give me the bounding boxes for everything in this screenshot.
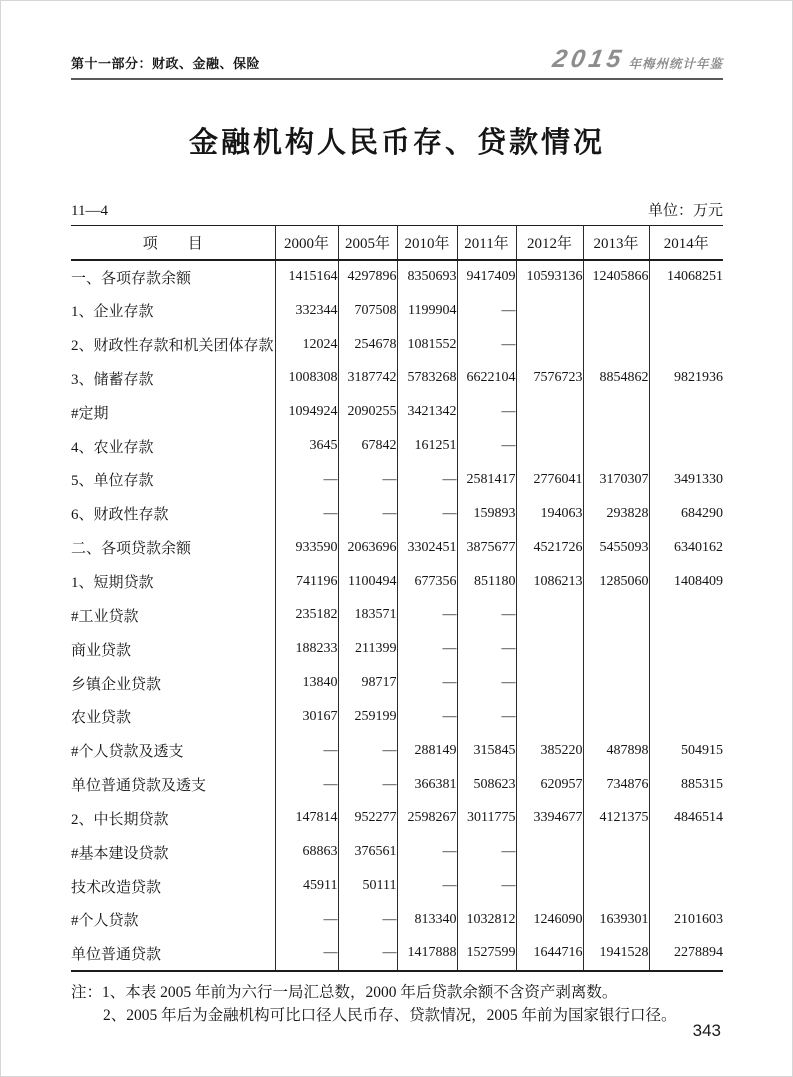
table-row [71, 768, 723, 802]
cell-value [649, 429, 723, 463]
cell-value: 508623 [457, 768, 516, 802]
row-label: 6、财政性存款 [71, 507, 169, 524]
cell-value: — [457, 429, 516, 463]
cell-value: 50111 [338, 869, 397, 903]
unit-label: 单位：万元 [647, 203, 723, 219]
cell-value: 1415164 [275, 260, 338, 294]
cell-value: — [397, 700, 457, 734]
cell-value: 8854862 [583, 362, 649, 396]
cell-value [516, 835, 583, 869]
cell-value [649, 598, 723, 632]
cell-value [583, 632, 649, 666]
cell-value: 813340 [397, 903, 457, 937]
cell-value: — [457, 700, 516, 734]
table-row [71, 429, 723, 463]
cell-value [583, 328, 649, 362]
cell-value [649, 666, 723, 700]
cell-value [649, 835, 723, 869]
cell-value: 5783268 [397, 362, 457, 396]
row-label: 1、企业存款 [71, 304, 154, 321]
cell-value: 1417888 [397, 937, 457, 971]
cell-value [583, 835, 649, 869]
cell-value: 1032812 [457, 903, 516, 937]
cell-value: — [397, 835, 457, 869]
cell-value: — [397, 598, 457, 632]
page-title: 金融机构人民币存、贷款情况 [188, 127, 605, 159]
cell-value: 4846514 [649, 802, 723, 836]
row-label: 2、中长期贷款 [71, 811, 169, 828]
table-row [71, 700, 723, 734]
cell-value: 504915 [649, 734, 723, 768]
cell-value: 183571 [338, 598, 397, 632]
row-label: 商业贷款 [71, 642, 132, 659]
table-row [71, 497, 723, 531]
cell-value: 1644716 [516, 937, 583, 971]
row-label: 单位普通贷款及透支 [71, 778, 207, 795]
table-row [71, 294, 723, 328]
cell-value: 2090255 [338, 395, 397, 429]
cell-value: — [457, 835, 516, 869]
page-number: 343 [692, 1021, 721, 1040]
cell-value: 4297896 [338, 260, 397, 294]
cell-value: 98717 [338, 666, 397, 700]
cell-value: — [338, 903, 397, 937]
cell-value: 677356 [397, 565, 457, 599]
cell-value: 734876 [583, 768, 649, 802]
row-label: 1、短期贷款 [71, 575, 154, 592]
cell-value: 3011775 [457, 802, 516, 836]
row-label: 单位普通贷款 [71, 946, 162, 963]
cell-value [516, 328, 583, 362]
cell-value: 620957 [516, 768, 583, 802]
cell-value: 30167 [275, 700, 338, 734]
data-table [71, 225, 723, 972]
cell-value: 2063696 [338, 531, 397, 565]
cell-value: — [397, 497, 457, 531]
table-row [71, 869, 723, 903]
row-label: 乡镇企业贷款 [71, 676, 162, 693]
cell-value: 3187742 [338, 362, 397, 396]
cell-value: 1408409 [649, 565, 723, 599]
cell-value: 7576723 [516, 362, 583, 396]
cell-value: 254678 [338, 328, 397, 362]
table-row [71, 565, 723, 599]
table-row [71, 328, 723, 362]
cell-value: 1941528 [583, 937, 649, 971]
table-row [71, 463, 723, 497]
column-header-year: 2011年 [457, 226, 516, 261]
cell-value: 741196 [275, 565, 338, 599]
cell-value: — [397, 869, 457, 903]
cell-value: 194063 [516, 497, 583, 531]
table-row [71, 598, 723, 632]
cell-value: 259199 [338, 700, 397, 734]
cell-value: 293828 [583, 497, 649, 531]
cell-value: 4121375 [583, 802, 649, 836]
row-label: 农业贷款 [71, 710, 132, 727]
cell-value: — [457, 598, 516, 632]
cell-value: 1639301 [583, 903, 649, 937]
cell-value: 487898 [583, 734, 649, 768]
cell-value: 885315 [649, 768, 723, 802]
row-label: 一、各项存款余额 [71, 270, 192, 287]
cell-value: 2101603 [649, 903, 723, 937]
cell-value: — [457, 395, 516, 429]
row-label: #个人贷款 [71, 913, 139, 930]
cell-value: 2598267 [397, 802, 457, 836]
cell-value: 6340162 [649, 531, 723, 565]
yearbook-logo-text: 年梅州统计年鉴 [628, 56, 723, 71]
cell-value [583, 429, 649, 463]
cell-value: 235182 [275, 598, 338, 632]
cell-value [583, 666, 649, 700]
table-row [71, 362, 723, 396]
cell-value [516, 666, 583, 700]
row-label: 二、各项贷款余额 [71, 541, 192, 558]
cell-value: 3421342 [397, 395, 457, 429]
cell-value: — [457, 328, 516, 362]
table-row [71, 835, 723, 869]
cell-value: 14068251 [649, 260, 723, 294]
cell-value: 385220 [516, 734, 583, 768]
cell-value: — [275, 903, 338, 937]
cell-value: — [275, 497, 338, 531]
cell-value [583, 598, 649, 632]
cell-value [516, 294, 583, 328]
cell-value: — [457, 666, 516, 700]
cell-value: 3302451 [397, 531, 457, 565]
table-row [71, 802, 723, 836]
cell-value [516, 429, 583, 463]
cell-value: 9417409 [457, 260, 516, 294]
cell-value: 288149 [397, 734, 457, 768]
cell-value: — [275, 463, 338, 497]
cell-value: 3875677 [457, 531, 516, 565]
cell-value [516, 700, 583, 734]
column-header-year: 2000年 [275, 226, 338, 261]
cell-value: — [275, 734, 338, 768]
table-meta [71, 199, 723, 220]
cell-value [583, 700, 649, 734]
table-row [71, 666, 723, 700]
column-header-year: 2013年 [583, 226, 649, 261]
table-row [71, 260, 723, 294]
cell-value: — [275, 937, 338, 971]
cell-value: 366381 [397, 768, 457, 802]
cell-value: — [338, 937, 397, 971]
row-label: #个人贷款及透支 [71, 744, 184, 761]
cell-value: 3170307 [583, 463, 649, 497]
cell-value: 952277 [338, 802, 397, 836]
cell-value: 45911 [275, 869, 338, 903]
cell-value: 3491330 [649, 463, 723, 497]
cell-value: 1100494 [338, 565, 397, 599]
row-label: 技术改造贷款 [71, 879, 162, 896]
cell-value: — [397, 463, 457, 497]
cell-value: 10593136 [516, 260, 583, 294]
cell-value [649, 294, 723, 328]
notes [71, 981, 723, 1027]
cell-value: 67842 [338, 429, 397, 463]
table-number: 11—4 [71, 203, 108, 219]
cell-value: 1008308 [275, 362, 338, 396]
note-line-1: 注：1、本表 2005 年前为六行一局汇总数，2000 年后贷款余额不含资产剥离数。 [71, 983, 618, 1001]
table-row [71, 531, 723, 565]
cell-value [583, 395, 649, 429]
cell-value: 933590 [275, 531, 338, 565]
cell-value: 1285060 [583, 565, 649, 599]
column-header-year: 2012年 [516, 226, 583, 261]
cell-value [649, 869, 723, 903]
cell-value: 707508 [338, 294, 397, 328]
table-row [71, 903, 723, 937]
cell-value: 1199904 [397, 294, 457, 328]
cell-value: 1086213 [516, 565, 583, 599]
row-label: #定期 [71, 405, 109, 422]
section-label: 第十一部分：财政、金融、保险 [71, 56, 261, 71]
cell-value: 9821936 [649, 362, 723, 396]
cell-value: 147814 [275, 802, 338, 836]
row-label: 2、财政性存款和机关团体存款 [71, 338, 274, 355]
cell-value: — [457, 632, 516, 666]
cell-value: 3645 [275, 429, 338, 463]
cell-value: 12024 [275, 328, 338, 362]
page-content [71, 1, 723, 1027]
cell-value: 2581417 [457, 463, 516, 497]
running-head [71, 1, 723, 72]
cell-value [649, 395, 723, 429]
header-rule [71, 78, 723, 80]
cell-value: — [338, 463, 397, 497]
cell-value: 68863 [275, 835, 338, 869]
cell-value: — [397, 632, 457, 666]
cell-value: — [338, 734, 397, 768]
cell-value: 3394677 [516, 802, 583, 836]
table-header-row [71, 226, 723, 261]
column-header-year: 2005年 [338, 226, 397, 261]
cell-value: — [338, 497, 397, 531]
cell-value [516, 632, 583, 666]
cell-value: 684290 [649, 497, 723, 531]
cell-value [516, 395, 583, 429]
column-header-year: 2010年 [397, 226, 457, 261]
cell-value: 1094924 [275, 395, 338, 429]
cell-value: 188233 [275, 632, 338, 666]
note-line-2: 2、2005 年后为金融机构可比口径人民币存、贷款情况，2005 年前为国家银行口径。 [103, 1006, 677, 1024]
cell-value: 332344 [275, 294, 338, 328]
cell-value: 6622104 [457, 362, 516, 396]
cell-value: 161251 [397, 429, 457, 463]
cell-value: 1527599 [457, 937, 516, 971]
cell-value [516, 869, 583, 903]
row-label: 5、单位存款 [71, 473, 154, 490]
cell-value: 8350693 [397, 260, 457, 294]
cell-value: — [275, 768, 338, 802]
yearbook-logo-year: 2015 [550, 45, 628, 73]
cell-value: 376561 [338, 835, 397, 869]
cell-value: 2278894 [649, 937, 723, 971]
table-row [71, 632, 723, 666]
cell-value: 2776041 [516, 463, 583, 497]
cell-value: 13840 [275, 666, 338, 700]
cell-value: 12405866 [583, 260, 649, 294]
cell-value: 211399 [338, 632, 397, 666]
cell-value: — [338, 768, 397, 802]
cell-value [583, 294, 649, 328]
cell-value [649, 328, 723, 362]
cell-value: 315845 [457, 734, 516, 768]
cell-value: 1081552 [397, 328, 457, 362]
table-row [71, 395, 723, 429]
cell-value: 4521726 [516, 531, 583, 565]
cell-value: 1246090 [516, 903, 583, 937]
table-body [71, 260, 723, 971]
cell-value: 5455093 [583, 531, 649, 565]
cell-value [649, 632, 723, 666]
cell-value [516, 598, 583, 632]
cell-value: — [457, 869, 516, 903]
row-label: 3、储蓄存款 [71, 371, 154, 388]
table-row [71, 937, 723, 971]
table-row [71, 734, 723, 768]
cell-value [649, 700, 723, 734]
cell-value: — [457, 294, 516, 328]
cell-value [583, 869, 649, 903]
row-label: 4、农业存款 [71, 439, 154, 456]
column-header-year: 2014年 [649, 226, 723, 261]
column-header-item: 项 目 [71, 226, 275, 261]
row-label: #工业贷款 [71, 608, 139, 625]
cell-value: 159893 [457, 497, 516, 531]
yearbook-logo [550, 45, 723, 73]
row-label: #基本建设贷款 [71, 845, 169, 862]
cell-value: 851180 [457, 565, 516, 599]
cell-value: — [397, 666, 457, 700]
